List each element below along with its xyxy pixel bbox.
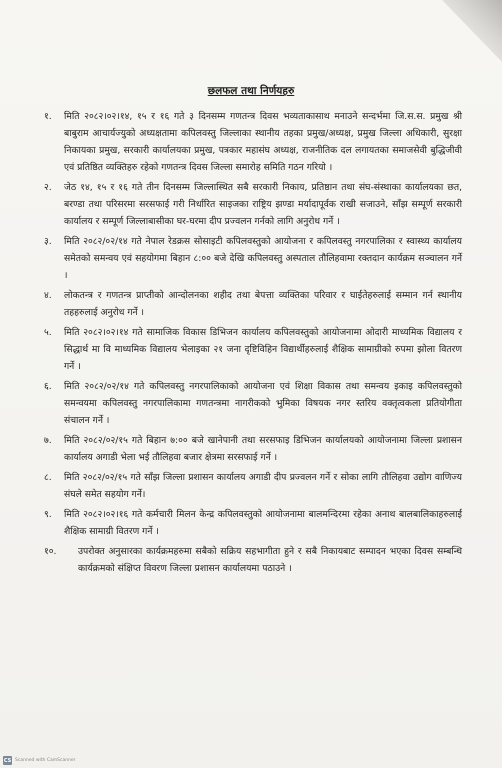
item-text: लोकतन्त्र र गणतन्त्र प्राप्तीको आन्दोलनका शहीद तथा बेपत्ता व्यक्तिका परिवार र घाईतेहरुलाई सम्मान गर्न स्थानीय तहहरुलाई अनुरोध गर्ने । xyxy=(64,290,462,318)
decision-item-7 xyxy=(44,432,462,466)
item-text: मिति २०८२।०२।१६ गते कर्मचारी मिलन केन्द्र कपिलवस्तुको आयोजनामा बालमन्दिरमा रहेका अनाथ बालबालिकाहरुलाई शैक्षिक सामाग्री वितरण गर्ने । xyxy=(64,509,462,537)
item-number: २. xyxy=(44,182,52,193)
decision-item-1 xyxy=(44,108,462,176)
scanner-watermark xyxy=(3,756,76,765)
decision-item-6 xyxy=(44,378,462,429)
item-text: मिति २०८२।०२।१४ गते सामाजिक विकास डिभिजन कार्यालय कपिलवस्तुको आयोजनामा ओदारी माध्यमिक विद्यालय र सिद्धार्थ मा वि माध्यमिक विद्यालय भेलाइका २१ जना दृष्टिविहिन विद्यार्थीहरुलाई शैक्षिक सामाग्रीको रुपमा झोला वितरण गर्ने । xyxy=(64,327,462,372)
scanner-label: Scanned with CamScanner xyxy=(15,758,76,763)
decision-item-10 xyxy=(44,543,462,577)
page-title: छलफल तथा निर्णयहरु xyxy=(207,85,295,97)
item-number: ९. xyxy=(44,509,52,520)
item-text: मिति २०८२/०२/१४ गते कपिलवस्तु नगरपालिकाको आयोजना एवं शिक्षा विकास तथा समन्वय इकाइ कपिलवस्तुको समन्वयमा कपिलवस्तु नगरपालिकामा गणतन्त्रमा नागरीकको भुमिका विषयक नगर स्तरिय वक्तृत्वकला प्रतियोगीता संचालन गर्ने । xyxy=(64,381,462,426)
item-text: उपरोक्त अनुसारका कार्यक्रमहरुमा सबैको सक्रिय सहभागीता हुने र सबै निकायबाट सम्पादन भएका दिवस सम्बन्धि कार्यक्रमको संक्षिप्त विवरण जिल्ला प्रशासन कार्यालयमा पठाउने । xyxy=(78,546,462,574)
item-number: ३. xyxy=(44,236,52,247)
decision-item-9 xyxy=(44,506,462,540)
item-number: १. xyxy=(44,111,52,122)
decision-list xyxy=(44,108,462,580)
item-number: ८. xyxy=(44,472,52,483)
item-number: ४. xyxy=(44,290,52,301)
item-number: ५. xyxy=(44,327,52,338)
item-text: मिति २०८२।०२।१४, १५ र १६ गते ३ दिनसम्म गणतन्त्र दिवस भव्यताकासाथ मनाउने सन्दर्भमा जि.स.स. प्रमुख श्री बाबुराम आचार्यज्युको अध्यक्षतामा कपिलवस्तु जिल्लाका स्थानीय तहका प्रमुख/अध्यक्ष, प्रमुख जिल्ला अधिकारी, सुरक्षा निकायका प्रमुख, सरकारी कार्यालयका प्रमुख, पत्रकार महासंघ अध्यक्ष, राजनीतिक दल लगायतका समाजसेवी बुद्धिजीवी एवं प्रतिष्ठित व्यक्तिहरु रहेको गणतन्त्र दिवस जिल्ला समारोह समिति गठन गरियो । xyxy=(64,111,462,173)
item-text: मिति २०८२/०२/१५ गते साँझ जिल्ला प्रशासन कार्यालय अगाडी दीप प्रज्वलन गर्ने र सोका लागि तौलिहवा उद्योग वाणिज्य संघले समेत सहयोग गर्ने। xyxy=(64,472,462,500)
cs-scanner-icon: CS xyxy=(3,757,12,764)
decision-item-3 xyxy=(44,233,462,284)
decision-item-8 xyxy=(44,469,462,503)
item-text: मिति २०८२/०२/१५ गते बिहान ७:०० बजे खानेपानी तथा सरसफाइ डिभिजन कार्यालयको आयोजनामा जिल्ला प्रशासन कार्यालय अगाडी भेला भई तौलिहवा बजार क्षेत्रमा सरसफाई गर्ने । xyxy=(64,435,462,463)
decision-item-5 xyxy=(44,324,462,375)
item-text: मिति २०८२/०२/१४ गते नेपाल रेडक्रस सोसाइटी कपिलवस्तुको आयोजना र कपिलवस्तु नगरपालिका र स्वास्थ्य कार्यालय समेतको समन्वय एवं सहयोगमा बिहान ८:०० बजे देखि कपिलवस्तु अस्पताल तौलिहवामा रक्तदान कार्यक्रम सञ्चालन गर्ने । xyxy=(64,236,462,281)
decision-item-4 xyxy=(44,287,462,321)
item-number: १०. xyxy=(44,546,57,557)
page-corner-fold xyxy=(442,0,502,62)
decision-item-2 xyxy=(44,179,462,230)
item-number: ६. xyxy=(44,381,52,392)
item-number: ७. xyxy=(44,435,52,446)
item-text: जेठ १४, १५ र १६ गते तीन दिनसम्म जिल्लास्थित सबै सरकारी निकाय, प्रतिष्ठान तथा संघ-संस्थाका कार्यालयका छत, बरण्डा तथा परिसरमा सरसफाई गरी निर्धारित साइजका राष्ट्रिय झण्डा मर्यादापूर्वक राखी सजाउने, साँझ सम्पूर्ण सरकारी कार्यालय र सम्पूर्ण जिल्लाबासीका घर-घरमा दीप प्रज्वलन गर्नको लागि अनुरोध गर्ने । xyxy=(64,182,462,227)
